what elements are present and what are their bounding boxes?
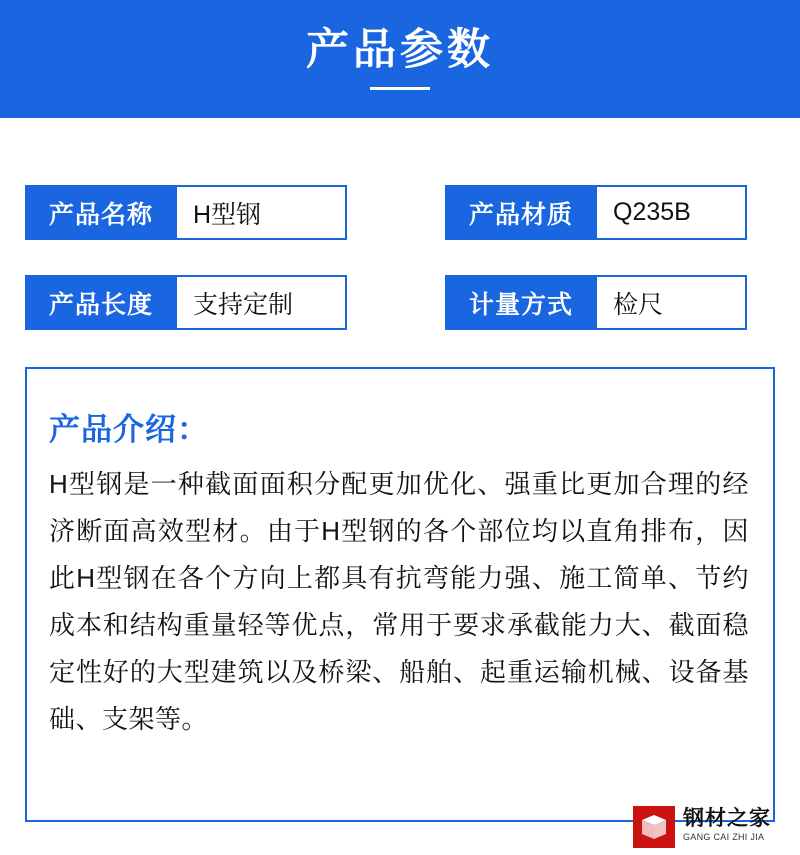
spec-grid (0, 118, 800, 343)
spec-value: 检尺 (597, 275, 747, 330)
spec-row (0, 275, 800, 330)
logo-name: 钢材之家 (683, 807, 771, 830)
logo-text-block (683, 806, 778, 844)
product-introduction-title: 产品介绍： (49, 412, 209, 447)
spec-label: 产品材质 (445, 185, 597, 240)
title-underline (370, 87, 430, 90)
product-introduction-text: H型钢是一种截面面积分配更加优化、强重比更加合理的经济断面高效型材。由于H型钢的各个部位均以直角排布，因此H型钢在各个方向上都具有抗弯能力强、施工简单、节约成本和结构重量轻等优点，常用于要求承截能力大、截面稳定性好的大型建筑以及桥梁、船舶、起重运输机械、设备基础、支架等。 (49, 469, 749, 734)
spec-label: 产品长度 (25, 275, 177, 330)
brand-logo (633, 806, 778, 848)
page-title: 产品参数 (306, 26, 494, 74)
product-introduction-box (25, 367, 775, 822)
logo-pinyin: GANG CAI ZHI JIA (683, 832, 765, 842)
logo-cube-icon (633, 806, 675, 848)
spec-item-length (25, 275, 347, 330)
spec-item-material (445, 185, 747, 240)
spec-value: 支持定制 (177, 275, 347, 330)
spec-item-product-name (25, 185, 347, 240)
spec-value: H型钢 (177, 185, 347, 240)
page-header (0, 0, 800, 118)
spec-label: 计量方式 (445, 275, 597, 330)
spec-item-measurement (445, 275, 747, 330)
spec-row (0, 185, 800, 240)
spec-value: Q235B (597, 185, 747, 240)
spec-label: 产品名称 (25, 185, 177, 240)
